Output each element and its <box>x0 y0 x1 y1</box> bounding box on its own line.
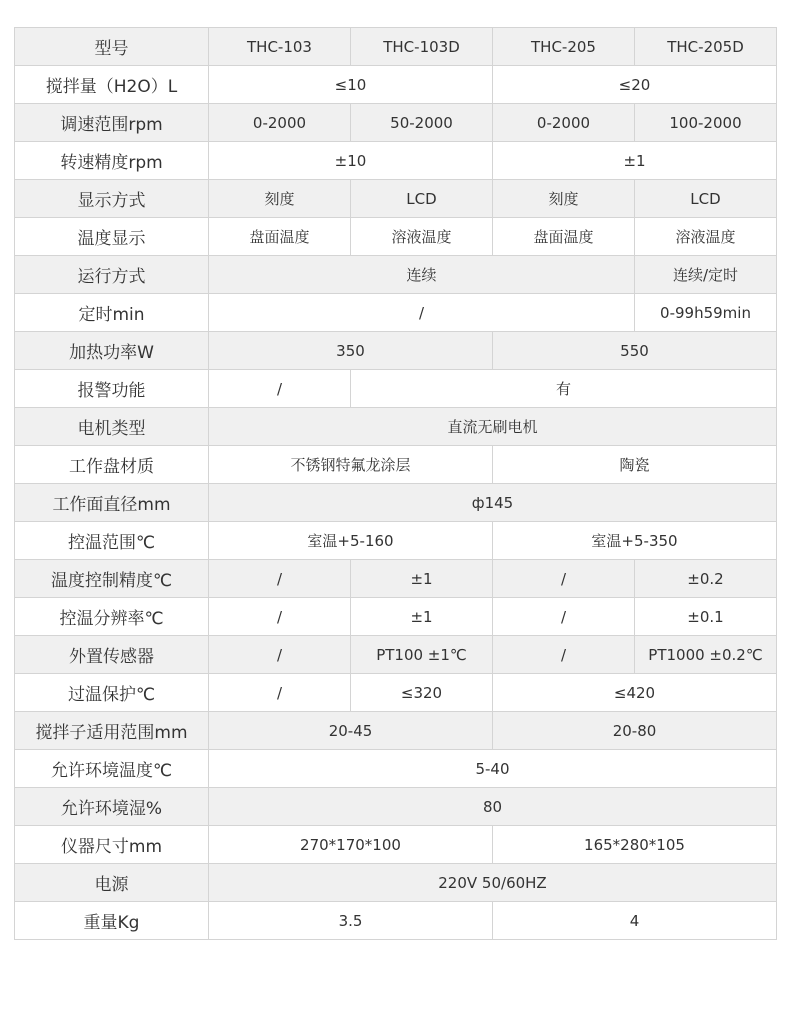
spec-cell: / <box>209 598 351 636</box>
spec-row <box>15 560 777 598</box>
spec-cell: 50-2000 <box>351 104 493 142</box>
row-header: 过温保护℃ <box>15 674 209 712</box>
spec-cell: 连续/定时 <box>635 256 777 294</box>
spec-cell: 270*170*100 <box>209 826 493 864</box>
spec-cell: 0-2000 <box>493 104 635 142</box>
spec-cell: 溶液温度 <box>635 218 777 256</box>
spec-cell: 4 <box>493 902 777 940</box>
spec-cell: 刻度 <box>209 180 351 218</box>
spec-cell: 0-2000 <box>209 104 351 142</box>
spec-row <box>15 864 777 902</box>
row-header: 重量Kg <box>15 902 209 940</box>
spec-row <box>15 826 777 864</box>
spec-cell: 陶瓷 <box>493 446 777 484</box>
spec-cell: / <box>209 636 351 674</box>
spec-cell: ±1 <box>493 142 777 180</box>
spec-cell: 不锈钢特氟龙涂层 <box>209 446 493 484</box>
spec-cell: 550 <box>493 332 777 370</box>
spec-cell: LCD <box>635 180 777 218</box>
spec-cell: 165*280*105 <box>493 826 777 864</box>
spec-table <box>14 27 777 940</box>
spec-cell: / <box>209 370 351 408</box>
spec-row <box>15 256 777 294</box>
spec-row <box>15 294 777 332</box>
spec-cell: 有 <box>351 370 777 408</box>
spec-row <box>15 636 777 674</box>
row-header: 搅拌量（H2O）L <box>15 66 209 104</box>
spec-row <box>15 218 777 256</box>
spec-cell: 室温+5-160 <box>209 522 493 560</box>
spec-cell: / <box>493 598 635 636</box>
spec-row <box>15 598 777 636</box>
spec-cell: PT1000 ±0.2℃ <box>635 636 777 674</box>
spec-cell: 室温+5-350 <box>493 522 777 560</box>
spec-row <box>15 28 777 66</box>
row-header: 电机类型 <box>15 408 209 446</box>
spec-row <box>15 902 777 940</box>
row-header: 转速精度rpm <box>15 142 209 180</box>
spec-cell: 溶液温度 <box>351 218 493 256</box>
spec-row <box>15 712 777 750</box>
row-header: 外置传感器 <box>15 636 209 674</box>
spec-row <box>15 522 777 560</box>
row-header: 定时min <box>15 294 209 332</box>
row-header: 温度显示 <box>15 218 209 256</box>
spec-cell: / <box>209 560 351 598</box>
row-header: 允许环境湿% <box>15 788 209 826</box>
row-header: 型号 <box>15 28 209 66</box>
spec-cell: THC-103D <box>351 28 493 66</box>
spec-cell: LCD <box>351 180 493 218</box>
spec-row <box>15 484 777 522</box>
spec-row <box>15 788 777 826</box>
row-header: 搅拌子适用范围mm <box>15 712 209 750</box>
spec-cell: ±0.1 <box>635 598 777 636</box>
spec-cell: 刻度 <box>493 180 635 218</box>
spec-cell: 直流无刷电机 <box>209 408 777 446</box>
spec-cell: 350 <box>209 332 493 370</box>
spec-cell: 连续 <box>209 256 635 294</box>
spec-cell: 盘面温度 <box>493 218 635 256</box>
spec-cell: 100-2000 <box>635 104 777 142</box>
spec-row <box>15 66 777 104</box>
spec-cell: ±1 <box>351 598 493 636</box>
row-header: 仪器尺寸mm <box>15 826 209 864</box>
spec-cell: 20-45 <box>209 712 493 750</box>
spec-cell: / <box>493 636 635 674</box>
spec-cell: THC-103 <box>209 28 351 66</box>
row-header: 调速范围rpm <box>15 104 209 142</box>
spec-cell: 3.5 <box>209 902 493 940</box>
spec-cell: 20-80 <box>493 712 777 750</box>
row-header: 控温分辨率℃ <box>15 598 209 636</box>
spec-cell: THC-205 <box>493 28 635 66</box>
spec-row <box>15 370 777 408</box>
row-header: 允许环境温度℃ <box>15 750 209 788</box>
spec-cell: ≤20 <box>493 66 777 104</box>
spec-row <box>15 104 777 142</box>
spec-cell: ≤10 <box>209 66 493 104</box>
spec-cell: 80 <box>209 788 777 826</box>
spec-cell: PT100 ±1℃ <box>351 636 493 674</box>
spec-cell: / <box>209 294 635 332</box>
row-header: 控温范围℃ <box>15 522 209 560</box>
spec-cell: ±1 <box>351 560 493 598</box>
spec-cell: 5-40 <box>209 750 777 788</box>
spec-cell: ф145 <box>209 484 777 522</box>
spec-row <box>15 674 777 712</box>
spec-cell: ≤420 <box>493 674 777 712</box>
spec-cell: / <box>209 674 351 712</box>
spec-row <box>15 142 777 180</box>
spec-row <box>15 332 777 370</box>
row-header: 工作盘材质 <box>15 446 209 484</box>
row-header: 温度控制精度℃ <box>15 560 209 598</box>
spec-cell: 盘面温度 <box>209 218 351 256</box>
spec-cell: ≤320 <box>351 674 493 712</box>
spec-row <box>15 750 777 788</box>
row-header: 电源 <box>15 864 209 902</box>
spec-row <box>15 446 777 484</box>
row-header: 报警功能 <box>15 370 209 408</box>
spec-cell: THC-205D <box>635 28 777 66</box>
spec-row <box>15 180 777 218</box>
row-header: 显示方式 <box>15 180 209 218</box>
row-header: 运行方式 <box>15 256 209 294</box>
row-header: 工作面直径mm <box>15 484 209 522</box>
spec-cell: 0-99h59min <box>635 294 777 332</box>
spec-cell: ±0.2 <box>635 560 777 598</box>
spec-row <box>15 408 777 446</box>
spec-cell: / <box>493 560 635 598</box>
row-header: 加热功率W <box>15 332 209 370</box>
spec-cell: 220V 50/60HZ <box>209 864 777 902</box>
spec-table-body <box>15 28 777 940</box>
spec-cell: ±10 <box>209 142 493 180</box>
